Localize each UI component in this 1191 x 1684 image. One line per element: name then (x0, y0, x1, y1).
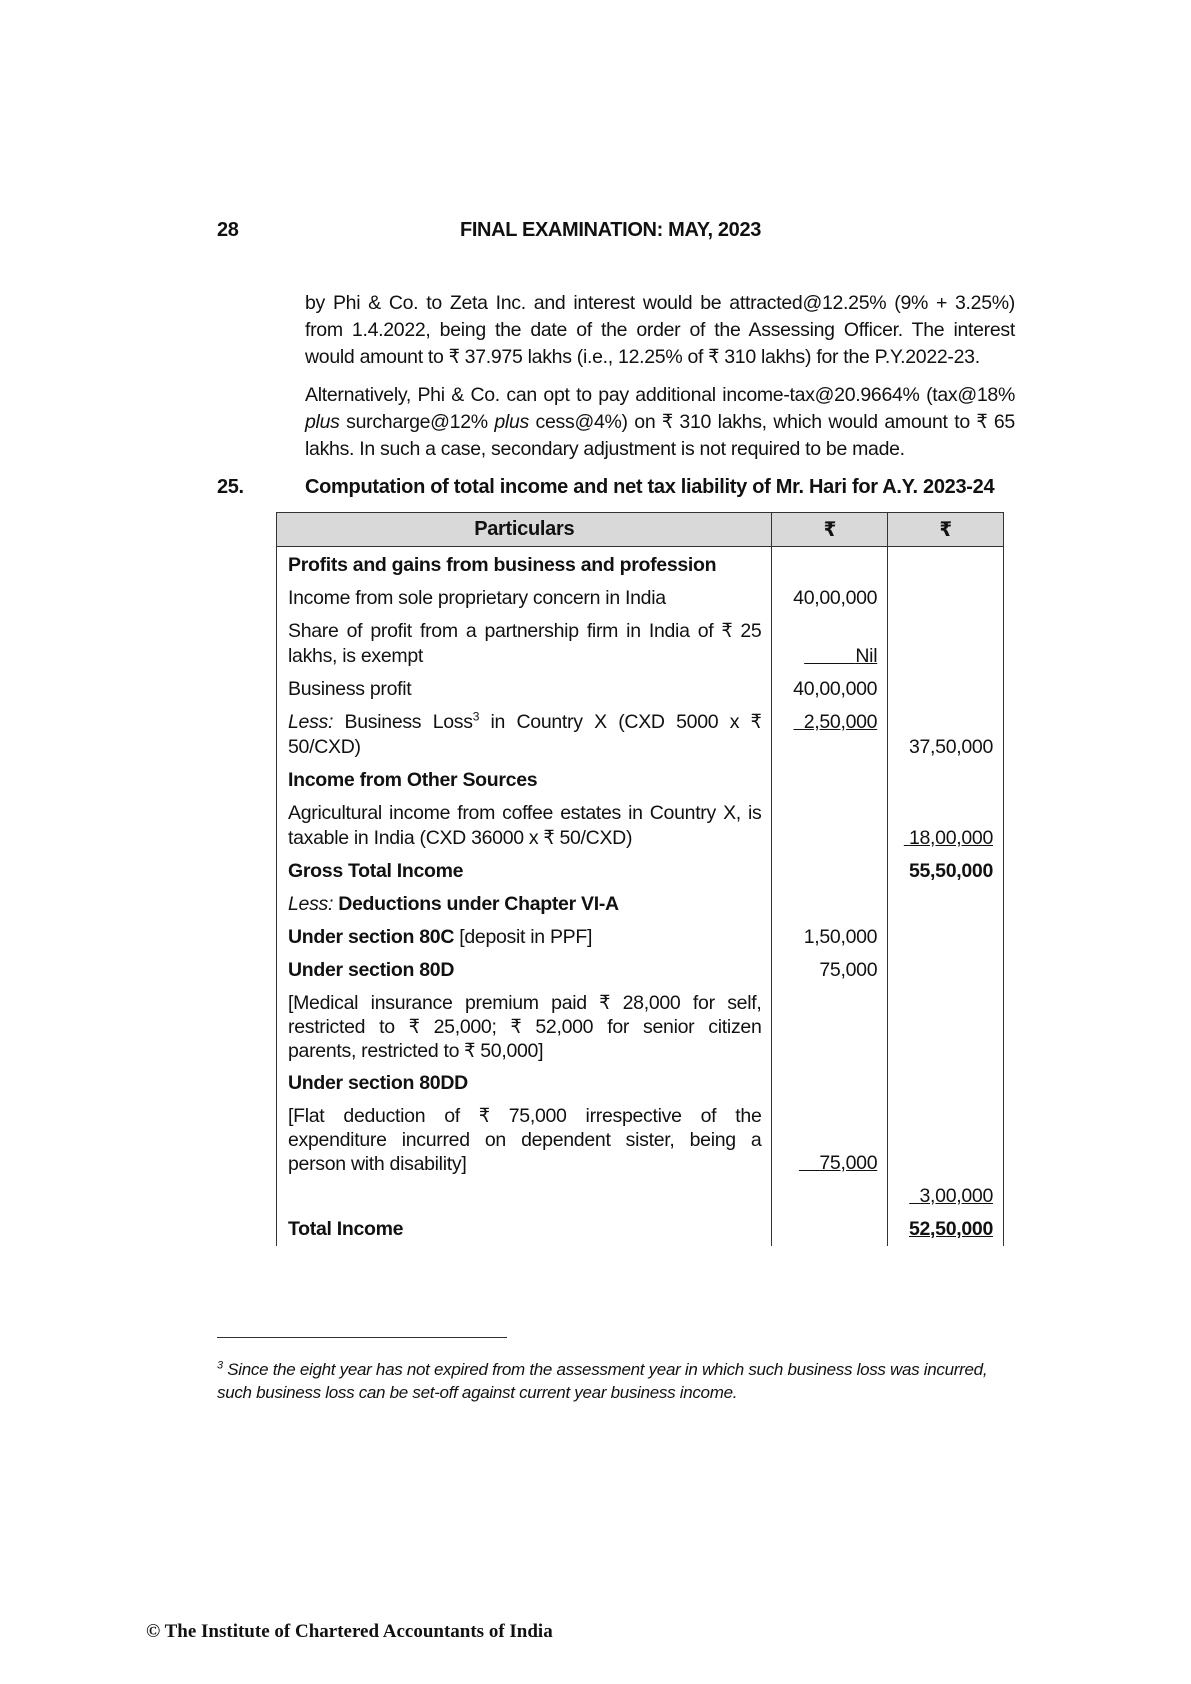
para2-text-a: Alternatively, Phi & Co. can opt to pay additional income-tax@20.9664% (tax@18% (305, 384, 1015, 406)
partnership-amount (772, 615, 888, 673)
s80d-amount: 75,000 (772, 954, 888, 987)
page-header-title: FINAL EXAMINATION: MAY, 2023 (459, 219, 761, 241)
para2-plus-1: plus (305, 411, 340, 433)
table-row (277, 673, 1004, 706)
table-row (277, 797, 1004, 855)
table-row (277, 582, 1004, 615)
agri-total (888, 797, 1004, 855)
business-total: 37,50,000 (888, 706, 1004, 764)
table-row (277, 706, 1004, 764)
agri-total-value: 18,00,000 (908, 827, 993, 849)
gti-label: Gross Total Income (277, 855, 772, 888)
table-row (277, 987, 1004, 1067)
partnership-amount-value: Nil (855, 645, 878, 667)
paragraph-alternative (305, 382, 1015, 463)
para2-text-b: surcharge@12% (339, 411, 495, 433)
table-row (277, 954, 1004, 987)
table-row (277, 888, 1004, 921)
loss-label-a: Business Loss (333, 711, 473, 733)
table-row (277, 1067, 1004, 1100)
paragraph-interest: by Phi & Co. to Zeta Inc. and interest would be attracted@12.25% (9% + 3.25%) from 1.4.2022, being the date of the order of the Assessing Officer. The interest would amount to ₹ 37.975 lakhs (i.e., 12.25% of ₹ 310 lakhs) for the P.Y.2022-23. (305, 292, 1015, 368)
deductions-heading-cell (277, 888, 772, 921)
para2-text-c: cess@4%) on ₹ 310 lakhs, which would amount to ₹ 65 lakhs. In such a case, secondary adjustment is not required to be made. (305, 411, 1015, 460)
business-profit-label: Business profit (277, 673, 772, 706)
partnership-label: Share of profit from a partnership firm in India of ₹ 25 lakhs, is exempt (277, 615, 772, 673)
s80dd-label: Under section 80DD (277, 1067, 772, 1100)
table-row (277, 1180, 1004, 1213)
loss-amount-value: 2,50,000 (803, 711, 878, 733)
total-income-label: Total Income (277, 1213, 772, 1246)
gti-total: 55,50,000 (888, 855, 1004, 888)
footnote-text: Since the eight year has not expired from the assessment year in which such business loss was incurred, such business loss can be set-off against current year business income. (217, 1360, 988, 1402)
business-heading: Profits and gains from business and profession (277, 547, 772, 583)
s80dd-amount (772, 1100, 888, 1180)
header-rupee-col-1: ₹ (772, 513, 888, 547)
table-row (277, 764, 1004, 797)
less-label: Less: (288, 711, 334, 733)
total-income (888, 1213, 1004, 1246)
s80c-note: [deposit in PPF] (454, 926, 593, 948)
table-row (277, 1213, 1004, 1246)
s80dd-note: [Flat deduction of ₹ 75,000 irrespective of the expenditure incurred on dependent sister, being a person with disability] (277, 1100, 772, 1180)
sole-prop-label: Income from sole proprietary concern in India (277, 582, 772, 615)
footnote (217, 1358, 1017, 1404)
loss-label (277, 706, 772, 764)
footnote-divider (217, 1337, 507, 1338)
para2-plus-2: plus (494, 411, 529, 433)
table-row (277, 1100, 1004, 1180)
s80dd-amount-value: 75,000 (819, 1152, 878, 1174)
deductions-less: Less: (288, 893, 334, 915)
footnote-ref: 3 (472, 709, 480, 724)
s80d-label: Under section 80D (277, 954, 772, 987)
agri-label: Agricultural income from coffee estates in Country X, is taxable in India (CXD 36000 x ₹ 50/CXD) (277, 797, 772, 855)
table-row (277, 547, 1004, 583)
deductions-total-value: 3,00,000 (919, 1185, 993, 1207)
loss-label-b: in Country X (CXD 5000 x ₹ 50/CXD) (288, 711, 762, 758)
s80d-note: [Medical insurance premium paid ₹ 28,000 for self, restricted to ₹ 25,000; ₹ 52,000 for senior citizen parents, restricted to ₹ 50,000] (277, 987, 772, 1067)
table-row (277, 855, 1004, 888)
loss-amount (772, 706, 888, 764)
question-heading: Computation of total income and net tax liability of Mr. Hari for A.Y. 2023-24 (305, 476, 995, 498)
table-header-row (277, 513, 1004, 547)
deductions-total (888, 1180, 1004, 1213)
sole-prop-amount: 40,00,000 (772, 582, 888, 615)
table-row (277, 615, 1004, 673)
header-particulars: Particulars (277, 513, 772, 547)
total-income-value: 52,50,000 (908, 1218, 993, 1240)
question-number: 25. (217, 476, 244, 498)
s80c-cell (277, 921, 772, 954)
computation-table (276, 512, 1004, 1246)
ifos-heading: Income from Other Sources (277, 764, 772, 797)
s80c-amount: 1,50,000 (772, 921, 888, 954)
table-row (277, 921, 1004, 954)
s80c-label: Under section 80C (288, 926, 455, 948)
footnote-number: 3 (217, 1359, 223, 1372)
deductions-heading: Deductions under Chapter VI-A (338, 893, 619, 915)
copyright-notice: © The Institute of Chartered Accountants of India (146, 1621, 553, 1642)
business-profit-amount: 40,00,000 (772, 673, 888, 706)
header-rupee-col-2: ₹ (888, 513, 1004, 547)
page-number: 28 (217, 219, 239, 241)
